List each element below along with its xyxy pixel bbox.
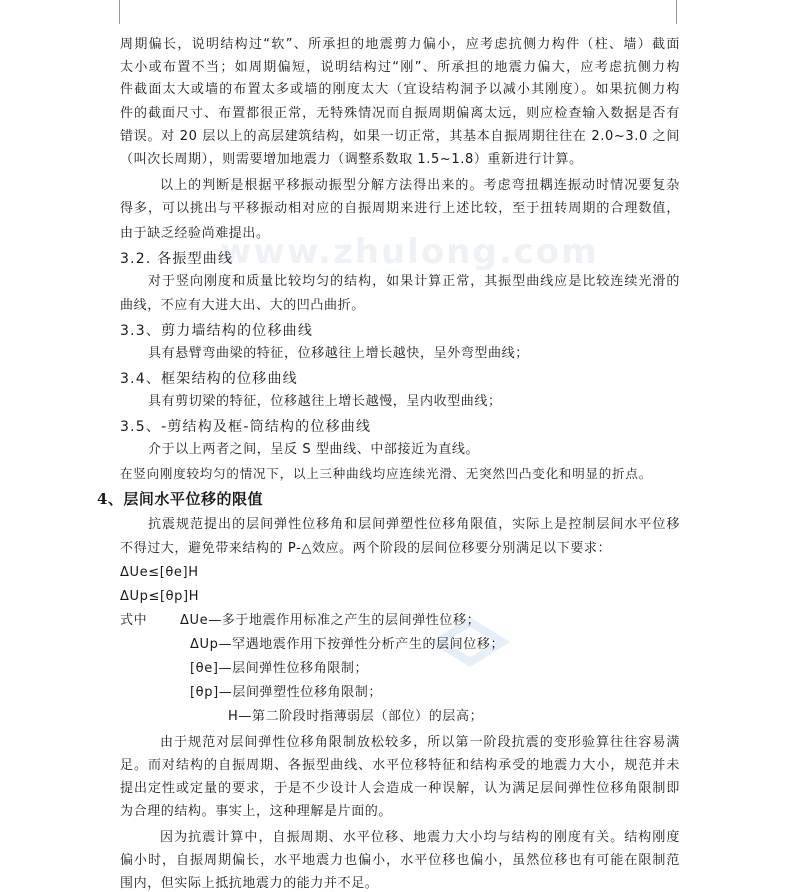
section-heading-4: 4、层间水平位移的限值 [97, 490, 263, 508]
text-line: 件截面太大或墙的布置太多或墙的刚度太大（宜设结构洞予以减小其刚度）。如果抗侧力构 [120, 82, 680, 97]
text-line: 介于以上两者之间，呈反 S 型曲线、中部接近为直线。 [148, 442, 480, 457]
text-line: 太小或布置不当；如周期偏短，说明结构过“刚”、所承担的地震力偏大，应考虑抗侧力构 [120, 60, 680, 75]
text-line: 曲线，不应有大进大出、大的凹凸曲折。 [120, 298, 365, 313]
definition-line: [θe]—层间弹性位移角限制； [190, 661, 369, 676]
text-line: 由于缺乏经验尚难提出。 [120, 226, 270, 241]
text-line: 件的截面尺寸、布置都很正常，无特殊情况而自振周期偏离太远，则应检查输入数据是否有 [120, 106, 680, 121]
text-line: 为合理的结构。事实上，这种理解是片面的。 [120, 804, 393, 819]
text-line: 偏小时，自振周期偏长，水平地震力也偏小，水平位移也偏小，虽然位移也有可能在限制范 [120, 853, 680, 868]
text-line: 对于竖向刚度和质量比较均匀的结构，如果计算正常，其振型曲线应是比较连续光滑的 [148, 274, 680, 289]
definition-line: H—第二阶段时指薄弱层（部位）的层高； [228, 709, 484, 724]
text-line: 具有悬臂弯曲梁的特征，位移越往上增长越快，呈外弯型曲线； [148, 346, 529, 361]
text-line: 抗震规范提出的层间弹性位移角和层间弹塑性位移角限值，实际上是控制层间水平位移 [148, 517, 680, 532]
watermark-text: www.zhulong.com [220, 232, 599, 272]
text-line: 足。而对结构的自振周期、各振型曲线、水平位移特征和结构承受的地震力大小，规范并未 [120, 758, 680, 773]
definition-line: ΔUe—多于地震作用标准之产生的层间弹性位移； [180, 613, 481, 628]
text-line: 错误。对 20 层以上的高层建筑结构，如果一切正常，其基本自振周期往往在 2.0~3.0 之间 [120, 129, 680, 144]
text-line: 以上的判断是根据平移振动振型分解方法得出来的。考虑弯扭耦连振动时情况要复杂 [160, 178, 680, 193]
text-line: 在竖向刚度较均匀的情况下，以上三种曲线均应连续光滑、无突然凹凸变化和明显的折点。 [120, 466, 653, 481]
crop-mark-left [119, 0, 120, 24]
formula-line: ΔUp≤[θp]H [120, 589, 200, 604]
definition-line: ΔUp—罕遇地震作用下按弹性分析产生的层间位移； [190, 637, 505, 652]
text-line: 具有剪切梁的特征，位移越往上增长越慢，呈内收型曲线； [148, 394, 502, 409]
where-label: 式中 [120, 613, 148, 628]
text-line: 提出定性或定量的要求，于是不少设计人会造成一种误解，认为满足层间弹性位移角限制即 [120, 781, 680, 796]
section-heading-3-5: 3.5、-剪结构及框-筒结构的位移曲线 [120, 419, 372, 435]
text-line: 周期偏长，说明结构过“软”、所承担的地震剪力偏小，应考虑抗侧力构件（柱、墙）截面 [120, 37, 680, 52]
text-line: （叫次长周期），则需要增加地震力（调整系数取 1.5~1.8）重新进行计算。 [120, 152, 583, 167]
section-heading-3-2: 3.2. 各振型曲线 [120, 251, 234, 267]
section-heading-3-3: 3.3、剪力墙结构的位移曲线 [120, 323, 314, 339]
text-line: 由于规范对层间弹性位移角限制放松较多，所以第一阶段抗震的变形验算往往容易满 [160, 735, 680, 750]
definition-line: [θp]—层间弹塑性位移角限制； [190, 685, 382, 700]
text-line: 因为抗震计算中，自振周期、水平位移、地震力大小均与结构的刚度有关。结构刚度 [160, 830, 680, 845]
text-line: 得多，可以挑出与平移振动相对应的自振周期来进行上述比较，至于扭转周期的合理数值， [120, 201, 680, 216]
section-heading-3-4: 3.4、框架结构的位移曲线 [120, 371, 298, 387]
formula-line: ΔUe≤[θe]H [120, 565, 199, 580]
text-line: 不得过大，避免带来结构的 P-△效应。两个阶段的层间位移要分别满足以下要求： [120, 541, 612, 556]
crop-mark-right [676, 0, 677, 24]
text-line: 围内，但实际上抵抗地震力的能力并不足。 [120, 876, 379, 891]
